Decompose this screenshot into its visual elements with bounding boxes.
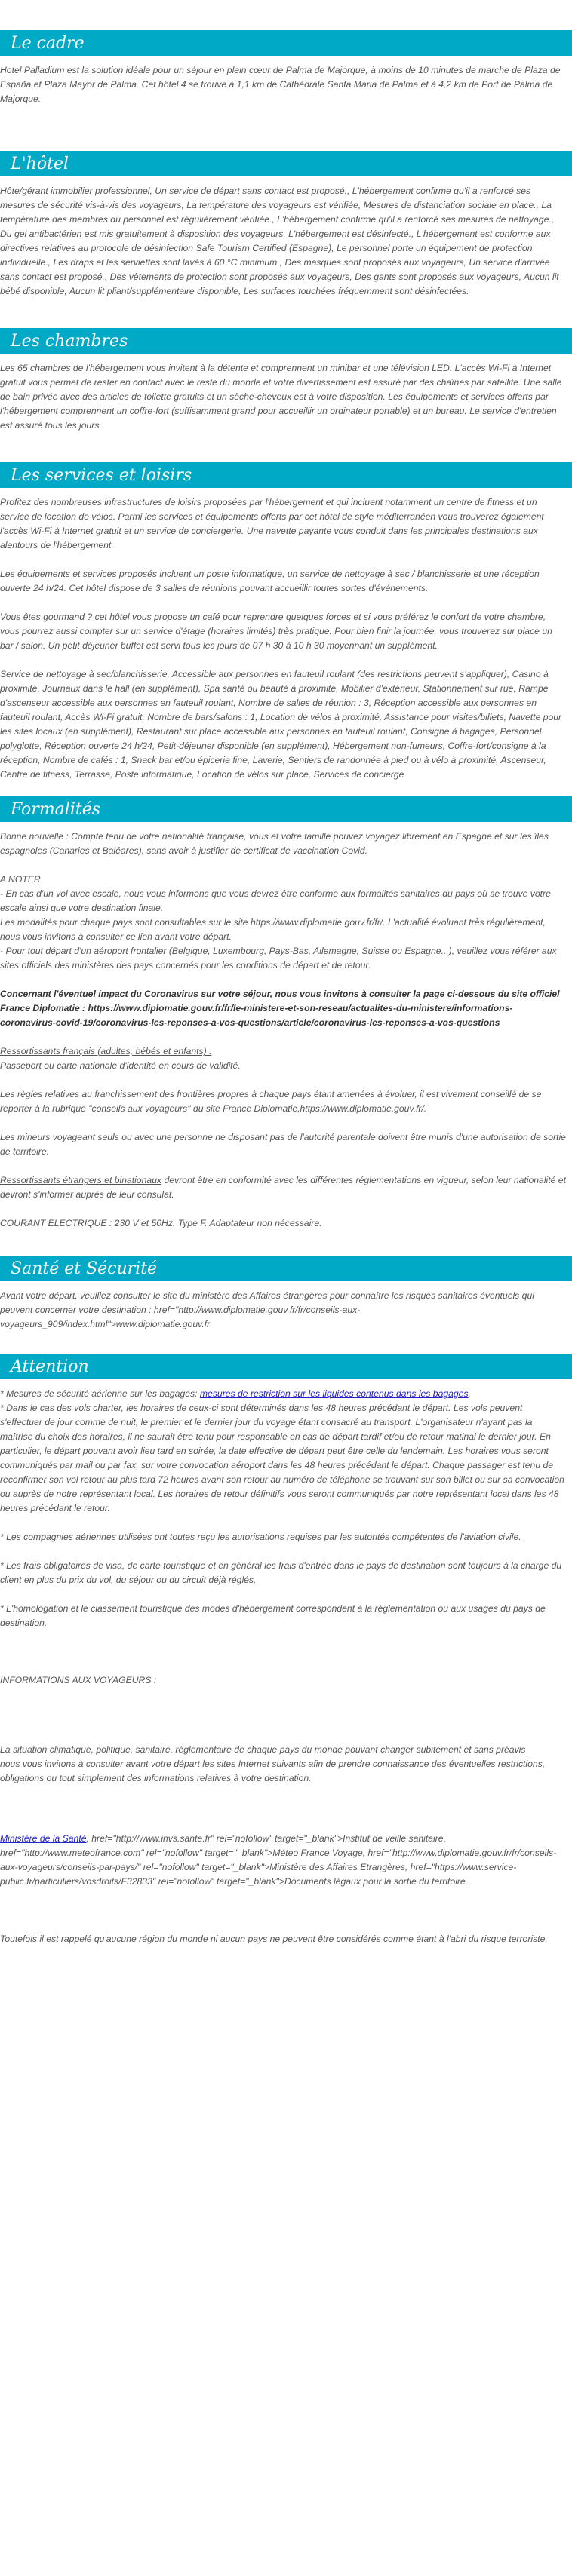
section-title: L'hôtel: [11, 154, 69, 173]
mineurs-text: Les mineurs voyageant seuls ou avec une personne ne disposant pas de l'autorité parentale doivent être munis d'une autorisation de sortie de territoire.: [0, 1132, 566, 1157]
bagages-prefix: * Mesures de sécurité aérienne sur les bagages:: [0, 1388, 200, 1399]
section-title: Formalités: [11, 799, 101, 819]
situation-text: nous vous invitons à consulter avant votre départ les sites Internet suivants afin de prendre connaissance des éventuelles restrictions, obligations ou tout simplement des informations relatives à votre destination.: [0, 1759, 546, 1783]
ressortissants-etrangers: Ressortissants étrangers et binationaux: [0, 1175, 162, 1185]
compagnies-text: * Les compagnies aériennes utilisées ont toutes reçu les autorisations requises par les autorités compétentes de l'aviation civile.: [0, 1532, 521, 1542]
section-cadre: [0, 30, 572, 106]
infos-title: INFORMATIONS AUX VOYAGEURS :: [0, 1675, 157, 1685]
services-paragraph: Les équipements et services proposés incluent un poste informatique, un service de nettoyage à sec / blanchisserie et une réception ouverte 24 h/24. Cet hôtel dispose de 3 salles de réunions pouvant accueillir toutes sortes d'événements.: [0, 569, 540, 593]
section-heading: [0, 1354, 572, 1379]
services-list: Service de nettoyage à sec/blanchisserie, Accessible aux personnes en fauteuil roulant (des restrictions peuvent s'appliquer), Casino à proximité, Journaux dans le hall (en supplément), Spa santé ou beauté à proximité, Mobilier d'extérieur, Stationnement sur rue, Rampe d'ascenseur accessible aux personnes en fauteuil roulant, Nombre de salles de réunion : 3, Réception accessible aux personnes en fauteuil roulant, Accès Wi-Fi gratuit, Nombre de bars/salons : 1, Location de vélos à proximité, Assistance pour visites/billets, Navette pour les sites locaux (en supplément), Restaurant sur place accessible aux personnes en fauteuil roulant, Consigne à bagages, Personnel polyglotte, Réception ouverte 24 h/24, Petit-déjeuner disponible (en supplément), Hébergement non-fumeurs, Coffre-fort/consigne à la réception, Nombre de cafés : 1, Snack bar et/ou épicerie fine, Laverie, Sentiers de randonnée à pied ou à vélo à proximité, Ascenseur, Centre de fitness, Terrasse, Poste informatique, Location de vélos sur place, Services de concierge: [0, 669, 562, 780]
section-title: Attention: [11, 1357, 89, 1376]
links-rest: , href="http://www.invs.sante.fr" rel="nofollow" target="_blank">Institut de veille sanitaire, href="http://www.meteofrance.com" rel="nofollow" target="_blank">Méteo France Voyage, href="http://www.diplomatie.gouv.fr/fr/conseils-aux-voyageurs/conseils-par-pays/" rel="nofollow" target="_blank">Ministère des Affaires Etrangères, href="https://www.service-public.fr/particuliers/vosdroits/F32833" rel="nofollow" target="_blank">Documents légaux pour la sortie du territoire.: [0, 1833, 557, 1887]
services-paragraph: Vous êtes gourmand ? cet hôtel vous propose un café pour reprendre quelques forces et si vous préférez le confort de votre chambre, vous pourrez aussi compter sur un service d'étage (horaires limités) très pratique. Pour bien finir la journée, vous trouverez sur place un bar / salon. Un petit déjeuner buffet est servi tous les jours de 07 h 30 à 10 h 30 moyennant un supplément.: [0, 612, 552, 651]
liquides-link[interactable]: mesures de restriction sur les liquides contenus dans les bagages: [199, 1388, 469, 1399]
passeport-text: Passeport ou carte nationale d'identité en cours de validité.: [0, 1060, 241, 1071]
ministere-sante-link[interactable]: Ministère de la Santé: [0, 1833, 87, 1844]
sante-text: Avant votre départ, veuillez consulter le site du ministère des Affaires étrangères pour connaître les risques sanitaires éventuels qui peuvent concerner votre destination : href="http://www.diplomatie.gouv.fr/fr/conseils-aux-voyageurs_909/index.html">www.diplomatie.gouv.fr: [0, 1290, 534, 1329]
note-line: - En cas d'un vol avec escale, nous vous informons que vous devrez être conforme aux formalités sanitaires du pays où se trouve votre escale ainsi que votre destination finale.: [0, 888, 551, 913]
situation-text: La situation climatique, politique, sanitaire, réglementaire de chaque pays du monde pouvant changer subitement et sans préavis: [0, 1744, 526, 1755]
section-attention: [0, 1354, 572, 1946]
chambres-text: Les 65 chambres de l'hébergement vous invitent à la détente et comprennent un minibar et une télévision LED. L'accès Wi-Fi à Internet gratuit vous permet de rester en contact avec le reste du monde et votre divertissement est assuré par des chaînes par satellite. Une salle de bain privée avec des articles de toilette gratuits et un sèche-cheveux est à votre disposition. Les équipements et services offerts par l'hébergement comprennent un coffre-fort (suffisamment grand pour accueillir un ordinateur portable) et un bureau. Le service d'entretien est assuré tous les jours.: [0, 363, 562, 431]
courant-text: COURANT ELECTRIQUE : 230 V et 50Hz. Type F. Adaptateur non nécessaire.: [0, 1218, 322, 1228]
ressortissants-francais: Ressortissants français (adultes, bébés et enfants) :: [0, 1046, 212, 1056]
section-title: Santé et Sécurité: [11, 1259, 158, 1278]
section-title: Les services et loisirs: [11, 465, 192, 485]
formalites-intro: Bonne nouvelle : Compte tenu de votre nationalité française, vous et votre famille pouvez voyagez librement en Espagne et sur les îles espagnoles (Canaries et Baléares), sans avoir à justifier de certificat de vaccination Covid.: [0, 831, 549, 856]
hotel-text: Hôte/gérant immobilier professionnel, Un service de départ sans contact est proposé., L'hébergement confirme qu'il a renforcé ses mesures de sécurité vis-à-vis des voyageurs, La température des voyageurs est vérifiée, Mesures de distanciation sociale en place., La température des membres du personnel est régulièrement vérifiée., L'hébergement confirme qu'il a renforcé ses mesures de nettoyage., Du gel antibactérien est mis gratuitement à disposition des voyageurs, L'hébergement est désinfecté., L'hébergement est conforme aux directives relatives au protocole de désinfection Safe Tourism Certified (Espagne), Le personnel porte un équipement de protection individuelle., Les draps et les serviettes sont lavés à 60 °C minimum., Des masques sont proposés aux voyageurs, Un service d'arrivée sans contact est proposé., Des vêtements de protection sont proposés aux voyageurs, Des gants sont proposés aux voyageurs, Aucun lit bébé disponible, Aucun lit pliant/supplémentaire disponible, Les surfaces touchées fréquemment sont désinfectées.: [0, 186, 559, 296]
homologation-text: * L'homologation et le classement touristique des modes d'hébergement correspondent à la réglementation ou aux usages du pays de destination.: [0, 1603, 546, 1628]
section-heading: [0, 1256, 572, 1281]
etrangers-text: [0, 1173, 566, 1202]
section-title: Le cadre: [11, 33, 85, 53]
section-heading: [0, 151, 572, 176]
section-hotel: [0, 151, 572, 299]
visa-text: * Les frais obligatoires de visa, de carte touristique et en général les frais d'entrée dans le pays de destination sont toujours à la charge du client en plus du prix du vol, du séjour ou du circuit déjà réglés.: [0, 1560, 562, 1585]
section-heading: [0, 30, 572, 56]
regles-text: Les règles relatives au franchissement des frontières propres à chaque pays étant amenées à évoluer, il est vivement conseillé de se reporter à la rubrique "conseils aux voyageurs" du site France Diplomatie,https://www.diplomatie.gouv.fr/.: [0, 1089, 542, 1114]
section-title: Les chambres: [11, 331, 128, 351]
charter-text: * Dans le cas des vols charter, les horaires de ceux-ci sont déterminés dans les 48 heures précédant le départ. Les vols peuvent s'effectuer de jour comme de nuit, le premier et le dernier jour du voyage étant consacré au transport. L'organisateur n'ayant pas la maîtrise du choix des horaires, il ne saurait être tenu pour responsable en cas de départ tardif et/ou de retour matinal le dernier jour. En particulier, le départ pouvant avoir lieu tard en soirée, la date effective de départ peut être celle du lendemain. Les horaires vous seront communiqués par mail ou par fax, sur votre convocation aéroport dans les 48 heures précédant le départ. Chaque passager est tenu de reconfirmer son vol retour au plus tard 72 heures avant son retour au numéro de téléphone se trouvant sur son billet ou sur sa convocation ou auprès de notre représentant local. Les horaires de retour définitifs vous seront communiqués par notre représentant local dans les 48 heures précédant le retour.: [0, 1403, 564, 1513]
note-line: - Pour tout départ d'un aéroport frontalier (Belgique, Luxembourg, Pays-Bas, Allemagne, Suisse ou Espagne...), veuillez vous référer aux sites officiels des ministères des pays concernés pour les conditions de départ et de retour.: [0, 946, 557, 971]
note-title: A NOTER: [0, 874, 41, 885]
bagages-line: [0, 1387, 566, 1401]
section-heading: [0, 796, 572, 822]
section-services: [0, 462, 572, 782]
bagages-suffix: .: [468, 1388, 471, 1399]
services-paragraph: Profitez des nombreuses infrastructures de loisirs proposées par l'hébergement et qui incluent notamment un centre de fitness et un service de location de vélos. Parmi les services et équipements offerts par cet hôtel de style méditerranéen vous trouverez également l'accès Wi-Fi à Internet gratuit et un service de conciergerie. Une navette payante vous conduit dans les principales destinations aux alentours de l'hébergement.: [0, 497, 544, 550]
section-heading: [0, 328, 572, 354]
links-text: [0, 1832, 566, 1889]
note-line: Les modalités pour chaque pays sont consultables sur le site https://www.diplomatie.gouv.fr/fr/. L'actualité évoluant très régulièrement, nous vous invitons à consulter ce lien avant votre départ.: [0, 917, 546, 942]
section-sante: [0, 1256, 572, 1332]
cadre-text: Hotel Palladium est la solution idéale pour un séjour en plein cœur de Palma de Majorque, à moins de 10 minutes de marche de Plaza de España et Plaza Mayor de Palma. Cet hôtel 4 se trouve à 1,1 km de Cathédrale Santa Maria de Palma et à 4,2 km de Port de Palma de Majorque.: [0, 65, 561, 104]
etrangers-suite: devront être en conformité avec les différentes réglementations en vigueur, selon leur nationalité et devront s'informer auprès de leur consulat.: [0, 1175, 566, 1200]
section-formalites: [0, 796, 572, 1231]
terrorisme-text: Toutefois il est rappelé qu'aucune région du monde ni aucun pays ne peuvent être considérés comme étant à l'abri du risque terroriste.: [0, 1934, 548, 1944]
coronavirus-notice: Concernant l'éventuel impact du Coronavirus sur votre séjour, nous vous invitons à consulter la page ci-dessous du site officiel France Diplomatie : https://www.diplomatie.gouv.fr/fr/le-ministere-et-son-reseau/actualites-du-ministere/informations-coronavirus-covid-19/coronavirus-les-reponses-a-vos-questions/article/coronavirus-les-reponses-a-vos-questions: [0, 989, 560, 1028]
section-chambres: [0, 328, 572, 433]
section-heading: [0, 462, 572, 488]
